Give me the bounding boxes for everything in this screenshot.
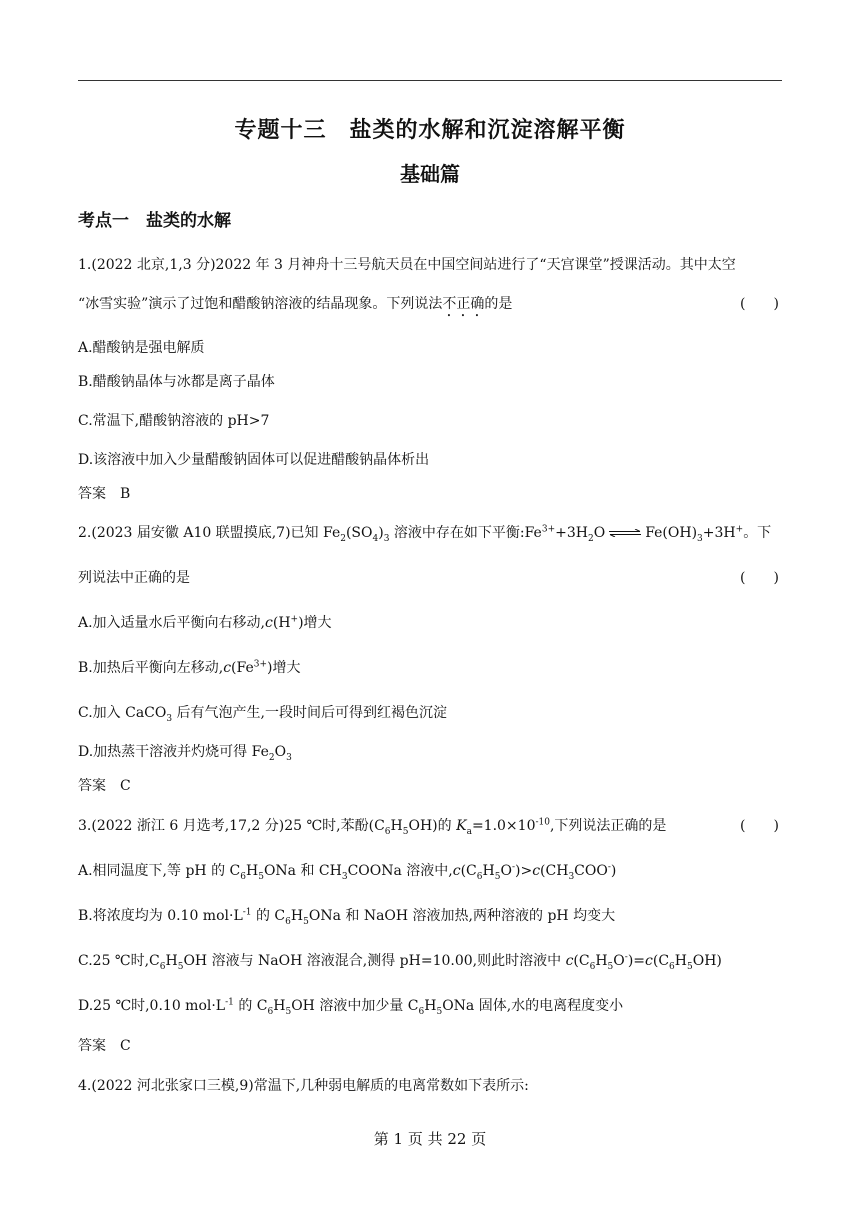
q2-option-b: B.加热后平衡向左移动$,c(Fe^{3+})$增大 bbox=[78, 659, 301, 676]
q2-option-c: C.加入 CaCO$_3$ 后有气泡产生,一段时间后可得到红褐色沉淀 bbox=[78, 705, 448, 724]
page-subtitle: 基础篇 bbox=[400, 162, 460, 186]
q3-answer: 答案 C bbox=[78, 1038, 131, 1054]
q1-answer-paren: ( ) bbox=[740, 296, 779, 312]
q3-option-a: A.相同温度下,等 pH 的 $C_6H_5ONa$ 和 $CH_3COONa$ 溶液中$,c(C_6H_5O^-)>c(CH_3COO^-)$ bbox=[78, 862, 617, 882]
q2-option-d: D.加热蒸干溶液并灼烧可得 $Fe_2O_3$ bbox=[78, 744, 292, 763]
q1-option-b: B.醋酸钠晶体与冰都是离子晶体 bbox=[78, 374, 275, 390]
equilibrium-arrow-icon bbox=[608, 529, 642, 537]
q3-stem-line1: 3.(2022 浙江 6 月选考,17,2 分)25 ℃时,苯酚$(C_6H_5OH)$的 $K_a=1.0\times 10^{-10}$,下列说法正确的是 bbox=[78, 817, 667, 837]
header-rule bbox=[78, 80, 782, 81]
page-footer: 第 1 页 共 22 页 bbox=[373, 1130, 487, 1148]
q3-answer-paren: ( ) bbox=[740, 818, 779, 834]
q1-option-c: C.常温下,醋酸钠溶液的 pH>7 bbox=[78, 413, 270, 429]
q2-option-a: A.加入适量水后平衡向右移动,c(H+)增大 bbox=[78, 614, 332, 631]
page-title: 专题十三 盐类的水解和沉淀溶解平衡 bbox=[234, 117, 626, 143]
q1-stem-line2: “冰雪实验”演示了过饱和醋酸钠溶液的结晶现象。下列说法不正确的是 bbox=[78, 296, 513, 312]
q1-answer: 答案 B bbox=[78, 486, 131, 502]
q4-stem-line1: 4.(2022 河北张家口三模,9)常温下,几种弱电解质的电离常数如下表所示: bbox=[78, 1078, 529, 1094]
q1-option-d: D.该溶液中加入少量醋酸钠固体可以促进醋酸钠晶体析出 bbox=[78, 452, 430, 468]
q1-emphasis: 不正确 bbox=[442, 296, 485, 312]
section-heading: 考点一 盐类的水解 bbox=[78, 211, 231, 231]
q3-option-b: B.将浓度均为 0.10 $mol\cdot L^{-1}$ 的 $C_6H_5ONa$ 和 NaOH 溶液加热,两种溶液的 pH 均变大 bbox=[78, 907, 616, 927]
q2-answer-paren: ( ) bbox=[740, 570, 779, 586]
q1-option-a: A.醋酸钠是强电解质 bbox=[78, 340, 205, 356]
q2-answer: 答案 C bbox=[78, 778, 131, 794]
q3-option-c: C.25 ℃时$,C_6H_5OH$ 溶液与 NaOH 溶液混合,测得 pH=10.00,则此时溶液中 $c(C_6H_5O^-)=c(C_6H_5OH)$ bbox=[78, 952, 722, 972]
q1-stem-line1: 1.(2022 北京,1,3 分)2022 年 3 月神舟十三号航天员在中国空间站进行了“天宫课堂”授课活动。其中太空 bbox=[78, 257, 736, 273]
q2-stem-line1: 2.(2023 届安徽 A10 联盟摸底,7)已知 $Fe_2(SO_4)_3$ 溶液中存在如下平衡$:Fe^{3+}+3H_2O$ $Fe(OH)_3+3H^+$。下 bbox=[78, 524, 772, 544]
q2-stem-line2: 列说法中正确的是 bbox=[78, 570, 190, 586]
q3-option-d: D.25 ℃时,0.10 $mol\cdot L^{-1}$ 的 $C_6H_5OH$ 溶液中加少量 $C_6H_5ONa$ 固体,水的电离程度变小 bbox=[78, 997, 624, 1017]
